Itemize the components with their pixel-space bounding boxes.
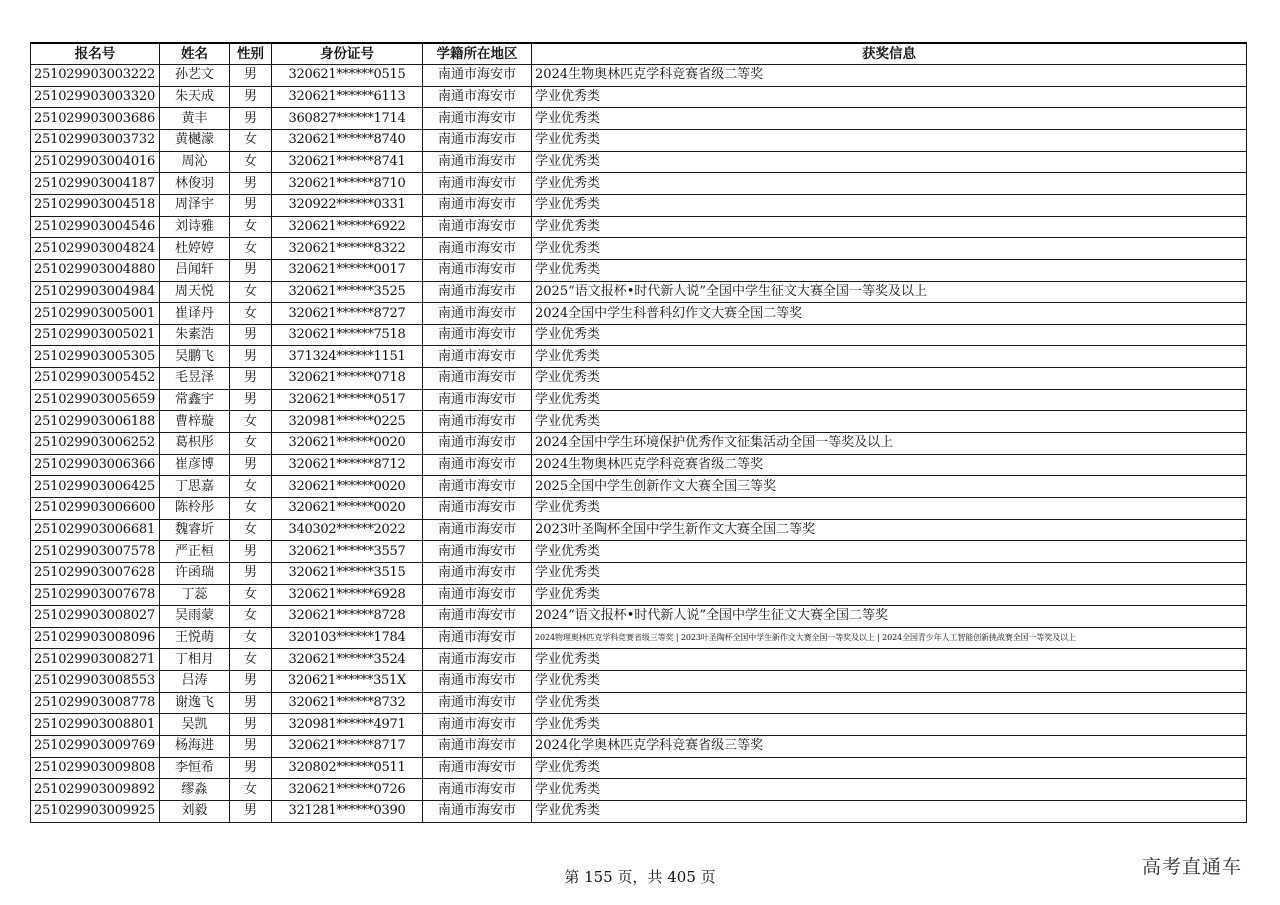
cell-name: 丁思嘉 xyxy=(160,476,230,498)
cell-registration-number: 251029903009769 xyxy=(31,736,160,758)
cell-region: 南通市海安市 xyxy=(423,259,532,281)
cell-sex: 男 xyxy=(230,65,272,87)
cell-award-info: 2024全国中学生环境保护优秀作文征集活动全国一等奖及以上 xyxy=(532,433,1247,455)
cell-id-card: 360827******1714 xyxy=(272,108,423,130)
cell-registration-number: 251029903007578 xyxy=(31,541,160,563)
table-row xyxy=(31,259,1247,281)
table-row xyxy=(31,606,1247,628)
cell-region: 南通市海安市 xyxy=(423,346,532,368)
table-row xyxy=(31,346,1247,368)
cell-registration-number: 251029903003732 xyxy=(31,130,160,152)
cell-award-info: 2023叶圣陶杯全国中学生新作文大赛全国二等奖 xyxy=(532,519,1247,541)
cell-region: 南通市海安市 xyxy=(423,86,532,108)
cell-id-card: 320621******8717 xyxy=(272,736,423,758)
cell-name: 周天悦 xyxy=(160,281,230,303)
cell-name: 吕涛 xyxy=(160,671,230,693)
cell-registration-number: 251029903004880 xyxy=(31,259,160,281)
table-row xyxy=(31,173,1247,195)
cell-region: 南通市海安市 xyxy=(423,541,532,563)
cell-region: 南通市海安市 xyxy=(423,497,532,519)
cell-award-info: 学业优秀类 xyxy=(532,541,1247,563)
cell-registration-number: 251029903006600 xyxy=(31,497,160,519)
cell-sex: 女 xyxy=(230,281,272,303)
cell-name: 崔彦博 xyxy=(160,454,230,476)
cell-sex: 女 xyxy=(230,216,272,238)
cell-name: 杨海进 xyxy=(160,736,230,758)
cell-name: 陈柃彤 xyxy=(160,497,230,519)
cell-award-info: 学业优秀类 xyxy=(532,411,1247,433)
cell-name: 缪淼 xyxy=(160,779,230,801)
cell-region: 南通市海安市 xyxy=(423,411,532,433)
cell-name: 朱天成 xyxy=(160,86,230,108)
cell-region: 南通市海安市 xyxy=(423,130,532,152)
cell-award-info: 学业优秀类 xyxy=(532,324,1247,346)
cell-award-info: 学业优秀类 xyxy=(532,346,1247,368)
cell-award-info: 2025“语文报杯•时代新人说”全国中学生征文大赛全国一等奖及以上 xyxy=(532,281,1247,303)
cell-sex: 男 xyxy=(230,108,272,130)
table-row xyxy=(31,86,1247,108)
cell-region: 南通市海安市 xyxy=(423,779,532,801)
cell-region: 南通市海安市 xyxy=(423,692,532,714)
cell-id-card: 320621******8322 xyxy=(272,238,423,260)
cell-id-card: 320621******0017 xyxy=(272,259,423,281)
cell-registration-number: 251029903003320 xyxy=(31,86,160,108)
cell-sex: 男 xyxy=(230,714,272,736)
cell-award-info: 学业优秀类 xyxy=(532,108,1247,130)
cell-registration-number: 251029903003686 xyxy=(31,108,160,130)
cell-name: 葛枳彤 xyxy=(160,433,230,455)
table-row xyxy=(31,627,1247,649)
cell-id-card: 320621******8741 xyxy=(272,151,423,173)
cell-sex: 女 xyxy=(230,627,272,649)
table-row xyxy=(31,194,1247,216)
cell-sex: 女 xyxy=(230,130,272,152)
cell-registration-number: 251029903008027 xyxy=(31,606,160,628)
cell-region: 南通市海安市 xyxy=(423,562,532,584)
table-row xyxy=(31,238,1247,260)
table-row xyxy=(31,433,1247,455)
cell-sex: 男 xyxy=(230,757,272,779)
table-row xyxy=(31,649,1247,671)
cell-sex: 男 xyxy=(230,800,272,822)
cell-id-card: 320981******0225 xyxy=(272,411,423,433)
cell-sex: 男 xyxy=(230,194,272,216)
cell-region: 南通市海安市 xyxy=(423,627,532,649)
table-row xyxy=(31,65,1247,87)
cell-region: 南通市海安市 xyxy=(423,65,532,87)
cell-sex: 女 xyxy=(230,497,272,519)
table-body xyxy=(31,65,1247,822)
cell-id-card: 320621******3557 xyxy=(272,541,423,563)
cell-award-info: 学业优秀类 xyxy=(532,497,1247,519)
cell-id-card: 320621******8732 xyxy=(272,692,423,714)
cell-registration-number: 251029903005305 xyxy=(31,346,160,368)
cell-registration-number: 251029903009808 xyxy=(31,757,160,779)
cell-region: 南通市海安市 xyxy=(423,281,532,303)
cell-id-card: 320621******0020 xyxy=(272,497,423,519)
cell-name: 严正桓 xyxy=(160,541,230,563)
cell-award-info: 学业优秀类 xyxy=(532,130,1247,152)
cell-registration-number: 251029903007678 xyxy=(31,584,160,606)
cell-region: 南通市海安市 xyxy=(423,454,532,476)
cell-award-info: 学业优秀类 xyxy=(532,649,1247,671)
cell-award-info: 学业优秀类 xyxy=(532,194,1247,216)
cell-award-info: 学业优秀类 xyxy=(532,238,1247,260)
cell-award-info: 2025全国中学生创新作文大赛全国三等奖 xyxy=(532,476,1247,498)
cell-sex: 男 xyxy=(230,736,272,758)
cell-id-card: 320621******8740 xyxy=(272,130,423,152)
table-row xyxy=(31,476,1247,498)
cell-registration-number: 251029903005021 xyxy=(31,324,160,346)
table-row xyxy=(31,389,1247,411)
cell-id-card: 320621******8712 xyxy=(272,454,423,476)
cell-award-info: 学业优秀类 xyxy=(532,173,1247,195)
header-name: 姓名 xyxy=(160,43,230,65)
cell-registration-number: 251029903004546 xyxy=(31,216,160,238)
cell-award-info: 2024全国中学生科普科幻作文大赛全国二等奖 xyxy=(532,303,1247,325)
cell-region: 南通市海安市 xyxy=(423,368,532,390)
cell-id-card: 320621******0726 xyxy=(272,779,423,801)
cell-sex: 女 xyxy=(230,151,272,173)
cell-name: 刘毅 xyxy=(160,800,230,822)
cell-region: 南通市海安市 xyxy=(423,108,532,130)
watermark: 高考直通车 xyxy=(1142,856,1243,878)
cell-sex: 男 xyxy=(230,346,272,368)
cell-region: 南通市海安市 xyxy=(423,671,532,693)
table-row xyxy=(31,541,1247,563)
cell-region: 南通市海安市 xyxy=(423,433,532,455)
cell-id-card: 340302******2022 xyxy=(272,519,423,541)
cell-award-info: 学业优秀类 xyxy=(532,151,1247,173)
cell-id-card: 371324******1151 xyxy=(272,346,423,368)
cell-registration-number: 251029903006366 xyxy=(31,454,160,476)
table-row xyxy=(31,324,1247,346)
cell-award-info: 2024化学奥林匹克学科竞赛省级三等奖 xyxy=(532,736,1247,758)
cell-id-card: 320621******351X xyxy=(272,671,423,693)
cell-sex: 男 xyxy=(230,324,272,346)
cell-id-card: 320621******6922 xyxy=(272,216,423,238)
cell-region: 南通市海安市 xyxy=(423,303,532,325)
cell-registration-number: 251029903004016 xyxy=(31,151,160,173)
table-row xyxy=(31,281,1247,303)
cell-award-info: 2024“语文报杯•时代新人说”全国中学生征文大赛全国二等奖 xyxy=(532,606,1247,628)
cell-registration-number: 251029903006188 xyxy=(31,411,160,433)
cell-region: 南通市海安市 xyxy=(423,324,532,346)
cell-award-info: 学业优秀类 xyxy=(532,757,1247,779)
cell-region: 南通市海安市 xyxy=(423,519,532,541)
table-row xyxy=(31,497,1247,519)
cell-registration-number: 251029903004984 xyxy=(31,281,160,303)
cell-registration-number: 251029903005659 xyxy=(31,389,160,411)
cell-award-info: 2024物理奥林匹克学科竞赛省级三等奖 | 2023叶圣陶杯全国中学生新作文大赛全国一等奖及以上 | 2024全国青少年人工智能创新挑战赛全国一等奖及以上 xyxy=(532,627,1247,649)
cell-name: 黄丰 xyxy=(160,108,230,130)
cell-name: 林俊羽 xyxy=(160,173,230,195)
page-number: 第 155 页，共 405 页 xyxy=(564,868,716,886)
cell-registration-number: 251029903009925 xyxy=(31,800,160,822)
cell-registration-number: 251029903008096 xyxy=(31,627,160,649)
cell-id-card: 320621******0718 xyxy=(272,368,423,390)
cell-registration-number: 251029903006252 xyxy=(31,433,160,455)
cell-registration-number: 251029903003222 xyxy=(31,65,160,87)
table-row xyxy=(31,519,1247,541)
cell-region: 南通市海安市 xyxy=(423,151,532,173)
cell-name: 常鑫宇 xyxy=(160,389,230,411)
cell-id-card: 320621******6113 xyxy=(272,86,423,108)
table-row xyxy=(31,800,1247,822)
cell-award-info: 学业优秀类 xyxy=(532,86,1247,108)
cell-region: 南通市海安市 xyxy=(423,194,532,216)
cell-registration-number: 251029903005452 xyxy=(31,368,160,390)
table-row xyxy=(31,779,1247,801)
cell-name: 谢逸飞 xyxy=(160,692,230,714)
cell-registration-number: 251029903007628 xyxy=(31,562,160,584)
cell-name: 许函瑞 xyxy=(160,562,230,584)
cell-name: 黄樾濛 xyxy=(160,130,230,152)
cell-region: 南通市海安市 xyxy=(423,800,532,822)
cell-registration-number: 251029903009892 xyxy=(31,779,160,801)
table-row xyxy=(31,757,1247,779)
table-row xyxy=(31,584,1247,606)
table-row xyxy=(31,368,1247,390)
cell-id-card: 320621******3515 xyxy=(272,562,423,584)
cell-sex: 男 xyxy=(230,671,272,693)
cell-award-info: 学业优秀类 xyxy=(532,692,1247,714)
cell-id-card: 320621******0515 xyxy=(272,65,423,87)
cell-award-info: 学业优秀类 xyxy=(532,562,1247,584)
cell-sex: 女 xyxy=(230,433,272,455)
cell-region: 南通市海安市 xyxy=(423,736,532,758)
cell-name: 吴鹏飞 xyxy=(160,346,230,368)
cell-name: 吕闻轩 xyxy=(160,259,230,281)
cell-region: 南通市海安市 xyxy=(423,389,532,411)
header-sex: 性别 xyxy=(230,43,272,65)
cell-id-card: 320922******0331 xyxy=(272,194,423,216)
cell-sex: 男 xyxy=(230,454,272,476)
table-header-row xyxy=(31,43,1247,65)
cell-name: 崔译丹 xyxy=(160,303,230,325)
cell-name: 毛昱泽 xyxy=(160,368,230,390)
table-row xyxy=(31,130,1247,152)
header-award-info: 获奖信息 xyxy=(532,43,1247,65)
cell-id-card: 320621******0517 xyxy=(272,389,423,411)
cell-id-card: 320802******0511 xyxy=(272,757,423,779)
awards-table xyxy=(30,42,1247,823)
cell-name: 吴凯 xyxy=(160,714,230,736)
cell-name: 吴雨蒙 xyxy=(160,606,230,628)
cell-id-card: 320621******0020 xyxy=(272,476,423,498)
cell-award-info: 学业优秀类 xyxy=(532,368,1247,390)
cell-registration-number: 251029903008553 xyxy=(31,671,160,693)
cell-sex: 女 xyxy=(230,584,272,606)
cell-region: 南通市海安市 xyxy=(423,238,532,260)
header-region: 学籍所在地区 xyxy=(423,43,532,65)
cell-award-info: 2024生物奥林匹克学科竞赛省级二等奖 xyxy=(532,65,1247,87)
cell-id-card: 320621******6928 xyxy=(272,584,423,606)
cell-sex: 男 xyxy=(230,259,272,281)
table-row xyxy=(31,411,1247,433)
cell-name: 杜婷婷 xyxy=(160,238,230,260)
cell-registration-number: 251029903006425 xyxy=(31,476,160,498)
cell-sex: 女 xyxy=(230,519,272,541)
cell-id-card: 320621******3525 xyxy=(272,281,423,303)
cell-registration-number: 251029903004187 xyxy=(31,173,160,195)
cell-name: 周沁 xyxy=(160,151,230,173)
header-registration-number: 报名号 xyxy=(31,43,160,65)
cell-registration-number: 251029903008801 xyxy=(31,714,160,736)
table-row xyxy=(31,671,1247,693)
cell-name: 王悦萌 xyxy=(160,627,230,649)
cell-region: 南通市海安市 xyxy=(423,216,532,238)
cell-sex: 男 xyxy=(230,562,272,584)
table-row xyxy=(31,692,1247,714)
cell-registration-number: 251029903006681 xyxy=(31,519,160,541)
cell-sex: 男 xyxy=(230,541,272,563)
table-row xyxy=(31,108,1247,130)
table-row xyxy=(31,151,1247,173)
cell-region: 南通市海安市 xyxy=(423,476,532,498)
cell-region: 南通市海安市 xyxy=(423,757,532,779)
cell-region: 南通市海安市 xyxy=(423,714,532,736)
cell-region: 南通市海安市 xyxy=(423,173,532,195)
cell-award-info: 学业优秀类 xyxy=(532,584,1247,606)
cell-registration-number: 251029903008271 xyxy=(31,649,160,671)
cell-award-info: 学业优秀类 xyxy=(532,259,1247,281)
cell-registration-number: 251029903004824 xyxy=(31,238,160,260)
cell-sex: 女 xyxy=(230,779,272,801)
cell-id-card: 320621******8727 xyxy=(272,303,423,325)
cell-sex: 男 xyxy=(230,389,272,411)
cell-name: 周泽宇 xyxy=(160,194,230,216)
cell-award-info: 学业优秀类 xyxy=(532,779,1247,801)
cell-award-info: 学业优秀类 xyxy=(532,671,1247,693)
cell-name: 魏睿圻 xyxy=(160,519,230,541)
cell-region: 南通市海安市 xyxy=(423,584,532,606)
cell-id-card: 320621******0020 xyxy=(272,433,423,455)
cell-registration-number: 251029903005001 xyxy=(31,303,160,325)
cell-award-info: 学业优秀类 xyxy=(532,714,1247,736)
cell-sex: 女 xyxy=(230,411,272,433)
cell-name: 李恒希 xyxy=(160,757,230,779)
table-row xyxy=(31,714,1247,736)
header-id-card: 身份证号 xyxy=(272,43,423,65)
table-row xyxy=(31,562,1247,584)
cell-id-card: 320103******1784 xyxy=(272,627,423,649)
cell-award-info: 2024生物奥林匹克学科竞赛省级二等奖 xyxy=(532,454,1247,476)
table-row xyxy=(31,454,1247,476)
cell-id-card: 320981******4971 xyxy=(272,714,423,736)
cell-sex: 女 xyxy=(230,238,272,260)
cell-name: 朱素浩 xyxy=(160,324,230,346)
cell-name: 孙艺文 xyxy=(160,65,230,87)
table-row xyxy=(31,736,1247,758)
cell-sex: 男 xyxy=(230,86,272,108)
cell-sex: 男 xyxy=(230,692,272,714)
cell-award-info: 学业优秀类 xyxy=(532,389,1247,411)
cell-sex: 男 xyxy=(230,173,272,195)
cell-id-card: 320621******7518 xyxy=(272,324,423,346)
cell-award-info: 学业优秀类 xyxy=(532,800,1247,822)
cell-name: 刘诗雅 xyxy=(160,216,230,238)
cell-id-card: 320621******8710 xyxy=(272,173,423,195)
cell-name: 丁蕊 xyxy=(160,584,230,606)
cell-registration-number: 251029903008778 xyxy=(31,692,160,714)
cell-registration-number: 251029903004518 xyxy=(31,194,160,216)
cell-id-card: 321281******0390 xyxy=(272,800,423,822)
cell-region: 南通市海安市 xyxy=(423,606,532,628)
cell-sex: 男 xyxy=(230,368,272,390)
cell-name: 丁相月 xyxy=(160,649,230,671)
cell-award-info: 学业优秀类 xyxy=(532,216,1247,238)
cell-sex: 女 xyxy=(230,649,272,671)
table-row xyxy=(31,303,1247,325)
cell-sex: 女 xyxy=(230,303,272,325)
cell-id-card: 320621******3524 xyxy=(272,649,423,671)
cell-sex: 女 xyxy=(230,606,272,628)
cell-region: 南通市海安市 xyxy=(423,649,532,671)
cell-name: 曹梓璇 xyxy=(160,411,230,433)
cell-id-card: 320621******8728 xyxy=(272,606,423,628)
cell-sex: 女 xyxy=(230,476,272,498)
table-row xyxy=(31,216,1247,238)
